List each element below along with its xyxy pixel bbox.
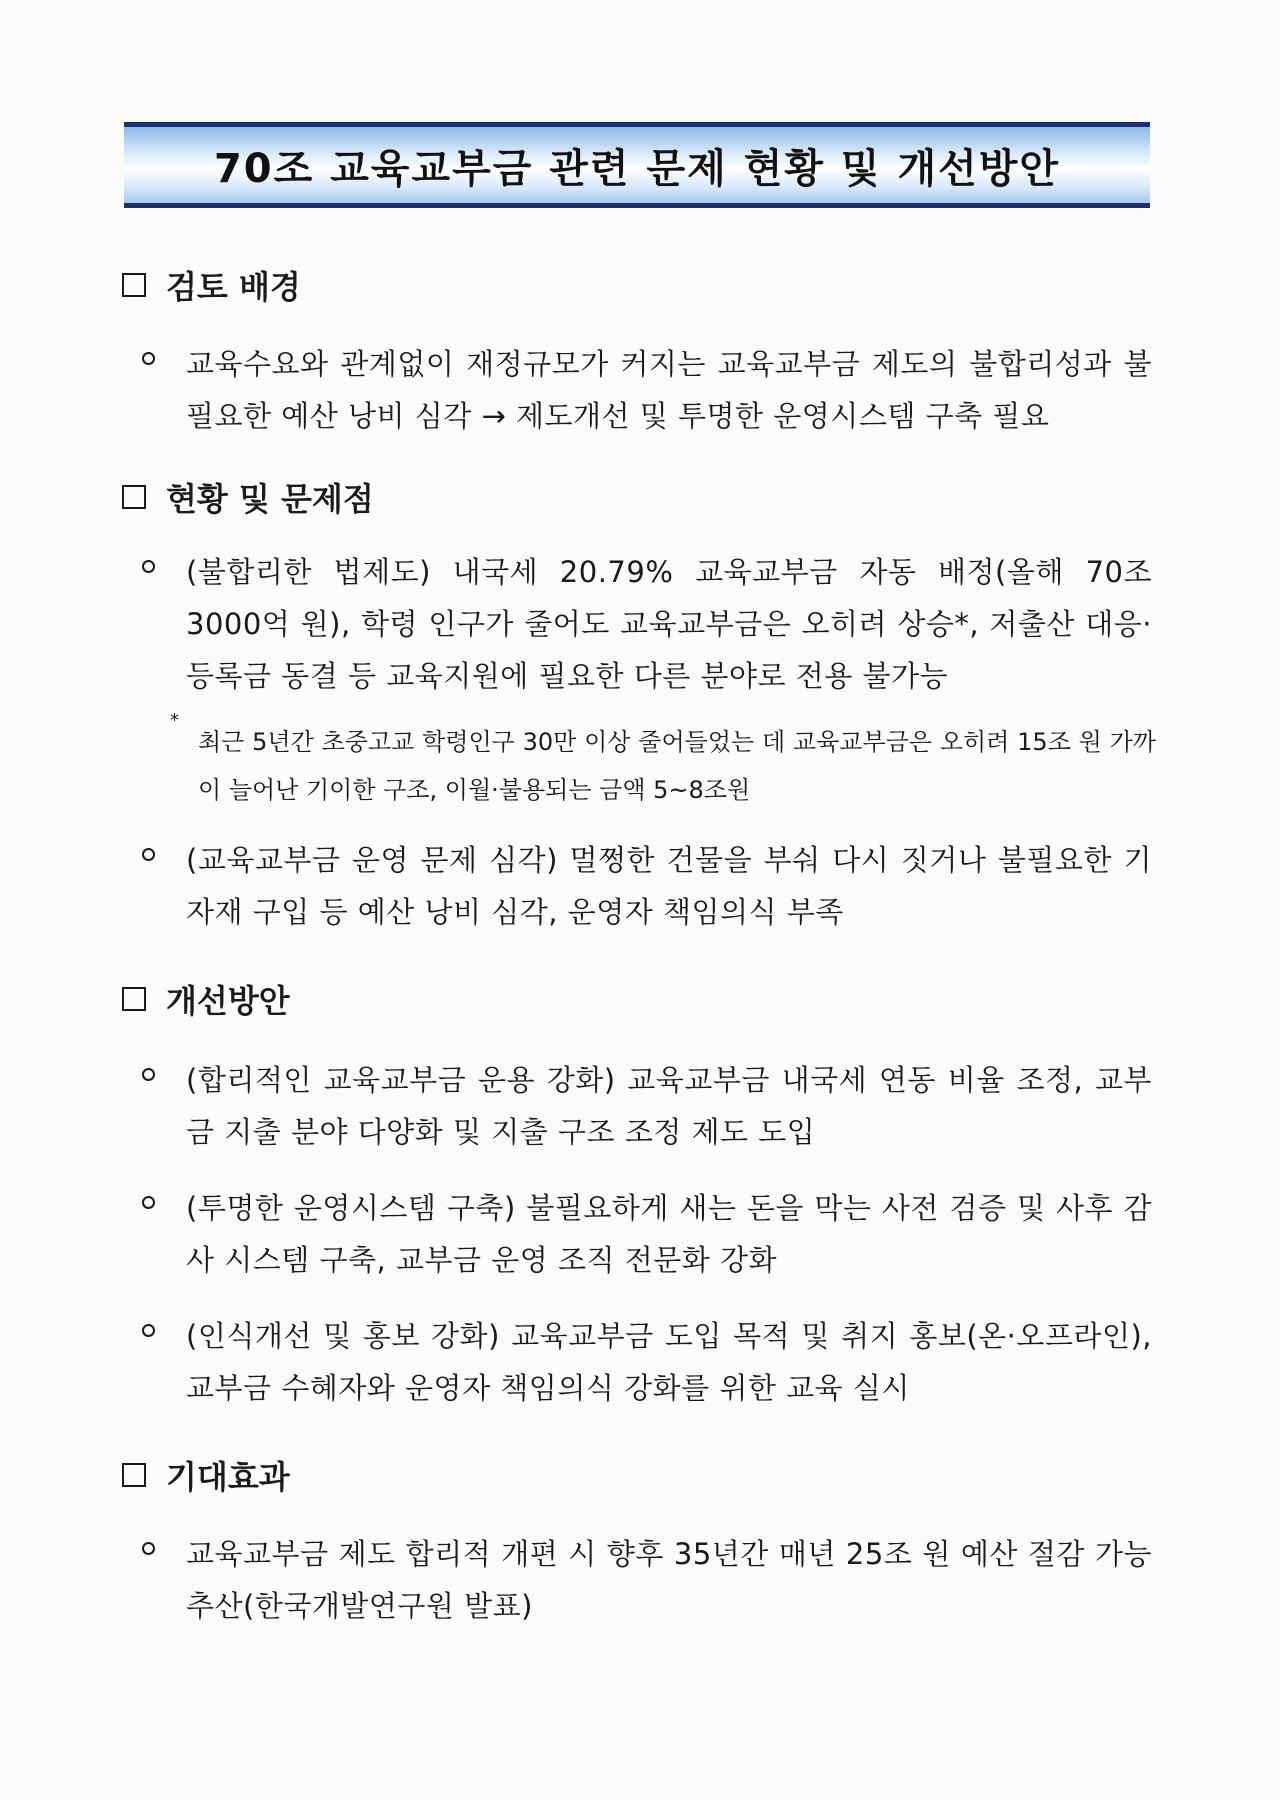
bullet-text: 교육교부금 제도 합리적 개편 시 향후 35년간 매년 25조 원 예산 절감 가능 추산(한국개발연구원 발표) — [186, 1537, 1152, 1623]
circle-bullet-icon — [142, 1324, 155, 1337]
bullet-text: (투명한 운영시스템 구축) 불필요하게 새는 돈을 막는 사전 검증 및 사후 감사 시스템 구축, 교부금 운영 조직 전문화 강화 — [186, 1191, 1152, 1277]
section-heading-label: 개선방안 — [166, 982, 290, 1020]
bullet-text: 교육수요와 관계없이 재정규모가 커지는 교육교부금 제도의 불합리성과 불필요한 예산 낭비 심각 → 제도개선 및 투명한 운영시스템 구축 필요 — [186, 347, 1152, 433]
circle-bullet-icon — [142, 1542, 155, 1555]
circle-bullet-icon — [142, 1196, 155, 1209]
document-title: 70조 교육교부금 관련 문제 현황 및 개선방안 — [213, 145, 1061, 192]
title-banner — [124, 122, 1150, 208]
circle-bullet-icon — [142, 352, 155, 365]
circle-bullet-icon — [142, 1068, 155, 1081]
footnote-mark: * — [170, 710, 179, 731]
section-heading-label: 검토 배경 — [166, 268, 301, 306]
section-heading-label: 현황 및 문제점 — [166, 480, 374, 518]
section-heading-improvements — [122, 976, 290, 1022]
bullet-text: (합리적인 교육교부금 운용 강화) 교육교부금 내국세 연동 비율 조정, 교부금 지출 분야 다양화 및 지출 구조 조정 제도 도입 — [186, 1063, 1152, 1149]
section-heading-effects — [122, 1452, 290, 1498]
circle-bullet-icon — [142, 848, 155, 861]
circle-bullet-icon — [142, 560, 155, 573]
checkbox-square-icon — [122, 273, 146, 297]
checkbox-square-icon — [122, 485, 146, 509]
checkbox-square-icon — [122, 1463, 146, 1487]
bullet-text: (교육교부금 운영 문제 심각) 멀쩡한 건물을 부숴 다시 짓거나 불필요한 기자재 구입 등 예산 낭비 심각, 운영자 책임의식 부족 — [186, 843, 1152, 929]
section-heading-background — [122, 262, 301, 308]
bullet-text: (인식개선 및 홍보 강화) 교육교부금 도입 목적 및 취지 홍보(온·오프라인), 교부금 수혜자와 운영자 책임의식 강화를 위한 교육 실시 — [186, 1319, 1152, 1405]
checkbox-square-icon — [122, 987, 146, 1011]
bullet-text: (불합리한 법제도) 내국세 20.79% 교육교부금 자동 배정(올해 70조 3000억 원), 학령 인구가 줄어도 교육교부금은 오히려 상승*, 저출산 대응·등록금 동결 등 교육지원에 필요한 다른 분야로 전용 불가능 — [186, 555, 1152, 693]
section-heading-label: 기대효과 — [166, 1458, 290, 1496]
section-heading-issues — [122, 474, 374, 520]
footnote-text: 최근 5년간 초중고교 학령인구 30만 이상 줄어들었는 데 교육교부금은 오히려 15조 원 가까이 늘어난 기이한 구조, 이월·불용되는 금액 5~8조원 — [198, 728, 1156, 804]
